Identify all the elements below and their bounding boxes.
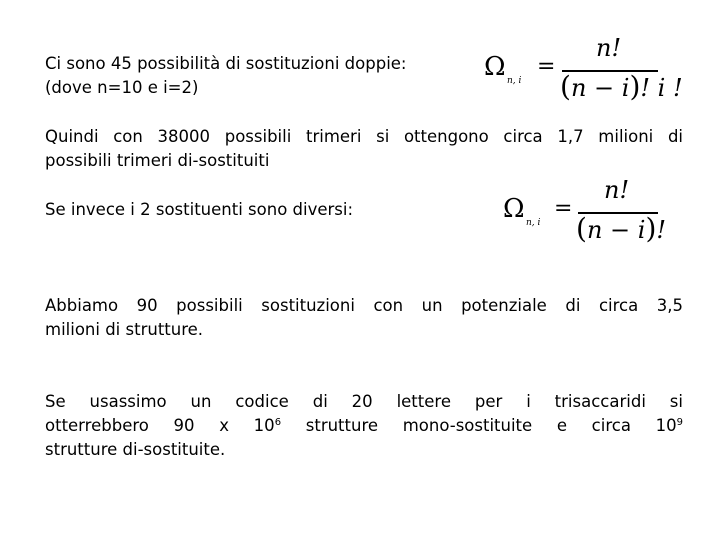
text-line: Se usassimo un codice di 20 lettere per i trisaccaridi si [45, 392, 683, 411]
text-line: Quindi con 38000 possibili trimeri si ottengono circa 1,7 milioni di [45, 127, 683, 146]
text-line: milioni di strutture. [45, 320, 204, 339]
equals-sign: = [554, 196, 573, 221]
text-line: otterrebbero 90 x $10^6$ strutture mono-sostituite e circa $10^9$ [45, 416, 683, 435]
paragraph-double-substitutions [45, 52, 465, 100]
omega-subscript: n, i [507, 76, 522, 86]
paragraph-different-substituents [45, 198, 465, 222]
formula-combinations [480, 34, 683, 106]
text-line: Se invece i 2 sostituenti sono diversi: [45, 200, 354, 219]
text-line: Ci sono 45 possibilità di sostituzioni doppie: [45, 54, 407, 73]
text-line: Abbiamo 90 possibili sostituzioni con un potenziale di circa 3,5 [45, 296, 683, 315]
text-line: (dove n=10 e i=2) [45, 78, 199, 97]
paragraph-potential-structures [45, 294, 683, 342]
omega-symbol: Ω [484, 52, 506, 82]
numerator: n! [596, 34, 622, 62]
paragraph-trimers [45, 125, 683, 173]
denominator: (n − i)! i ! [560, 70, 683, 103]
omega-subscript: n, i [526, 218, 541, 228]
denominator: (n − i)! [576, 212, 667, 245]
equals-sign: = [537, 54, 556, 79]
numerator: n! [604, 176, 630, 204]
omega-symbol: Ω [503, 194, 525, 224]
text-line: possibili trimeri di-sostituiti [45, 151, 270, 170]
formula-permutations [500, 176, 665, 248]
text-line: strutture di-sostituite. [45, 440, 226, 459]
paragraph-trisaccharides [45, 390, 683, 462]
